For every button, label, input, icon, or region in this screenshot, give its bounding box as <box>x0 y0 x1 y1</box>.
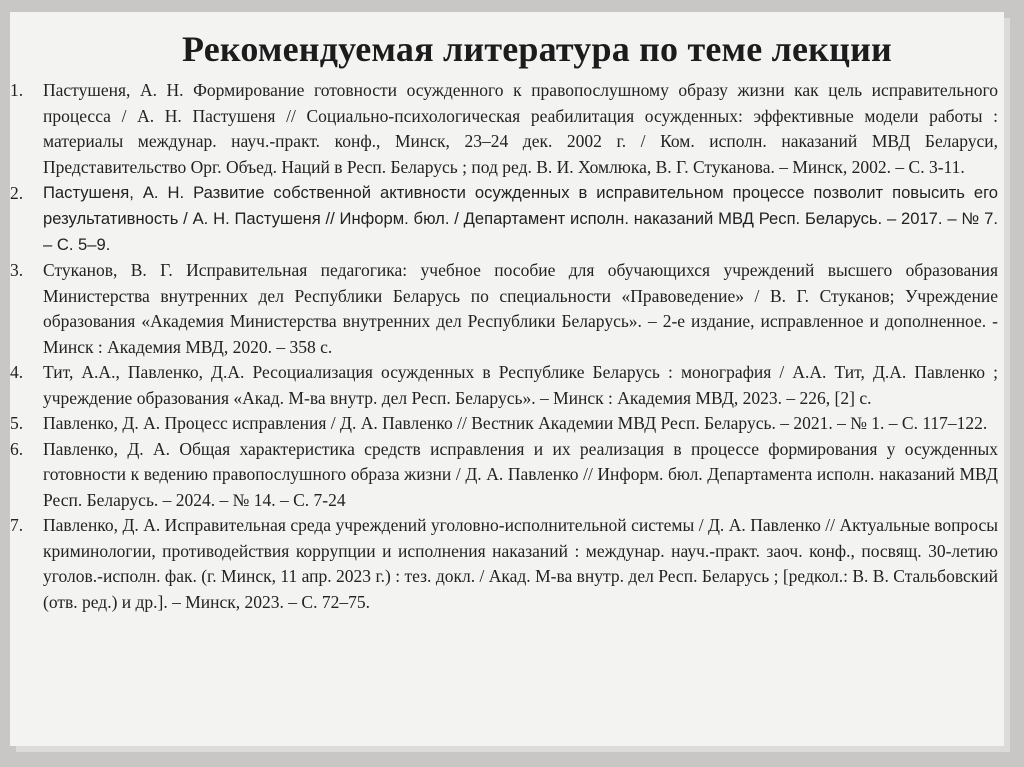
reference-item-7 <box>10 513 1004 615</box>
reference-number: 6. <box>10 438 24 459</box>
reference-text: Павленко, Д. А. Процесс исправления / Д. А. Павленко // Вестник Академии МВД Респ. Беларусь. – 2021. – № 1. – С. 117–122. <box>43 413 988 433</box>
reference-item-4 <box>10 360 1004 411</box>
reference-number: 7. <box>10 515 24 535</box>
reference-number: 2. <box>10 183 24 203</box>
reference-number: 3. <box>10 260 24 280</box>
reference-text: Павленко, Д. А. Исправительная среда учреждений уголовно-исполнительной системы / Д. А. Павленко // Актуальные вопросы криминологии, противодействия коррупции и исполнения наказаний : междунар. науч.-практ. заоч. конф., посвящ. 30-летию уголов.-исполн. фак. (г. Минск, 11 апр. 2023 г.) : тез. докл. / Акад. М-ва внутр. дел Респ. Беларусь ; [редкол.: В. В. Стальбовский (отв. ред.) и др.]. – Минск, 2023. – С. 72–75. <box>43 515 998 612</box>
slide-title: Рекомендуемая литература по теме лекции <box>182 29 892 69</box>
reference-item-2 <box>10 180 1004 258</box>
reference-number: 1. <box>10 80 24 100</box>
reference-text: Тит, А.А., Павленко, Д.А. Ресоциализация осужденных в Республике Беларусь : монография / А.А. Тит, Д.А. Павленко ; учреждение образования «Акад. М-ва внутр. дел Респ. Беларусь». – Минск : Академия МВД, 2023. – 226, [2] с. <box>43 362 998 408</box>
reference-text: Пастушеня, А. Н. Формирование готовности осужденного к правопослушному образу жизни как цель исправительного процесса / А. Н. Пастушеня // Социально-психологическая реабилитация осужденных: эффективные модели работы : материалы междунар. науч.-практ. конф., Минск, 23–24 дек. 2002 г. / Ком. исполн. наказаний МВД Беларуси, Представительство Орг. Объед. Наций в Респ. Беларусь ; под ред. В. И. Хомлюка, В. Г. Стуканова. – Минск, 2002. – С. 3-11. <box>43 80 998 177</box>
reference-list <box>10 78 1004 615</box>
reference-item-3 <box>10 258 1004 360</box>
reference-item-5 <box>10 411 1004 437</box>
reference-text: Павленко, Д. А. Общая характеристика средств исправления и их реализация в процессе формирования у осужденных готовности к ведению правопослушного образа жизни / Д. А. Павленко // Информ. бюл. Департамента исполн. наказаний МВД Респ. Беларусь. – 2024. – № 14. – С. 7-24 <box>43 438 998 510</box>
reference-text: Пастушеня, А. Н. Развитие собственной активности осужденных в исправительном процессе позволит повысить его результативность / А. Н. Пастушеня // Информ. бюл. / Департамент исполн. наказаний МВД Респ. Беларусь. – 2017. – № 7. – С. 5–9. <box>43 183 998 254</box>
reference-text: Стуканов, В. Г. Исправительная педагогика: учебное пособие для обучающихся учреждений высшего образования Министерства внутренних дел Республики Беларусь по специальности «Правоведение» / В. Г. Стуканов; Учреждение образования «Академия Министерства внутренних дел Республики Беларусь». – 2-е издание, исправленное и дополненное. - Минск : Академия МВД, 2020. – 358 с. <box>43 260 998 357</box>
reference-number: 5. <box>10 413 24 433</box>
reference-item-1 <box>10 78 1004 180</box>
slide <box>10 12 1004 746</box>
reference-item-6 <box>10 437 1004 514</box>
reference-number: 4. <box>10 362 24 382</box>
